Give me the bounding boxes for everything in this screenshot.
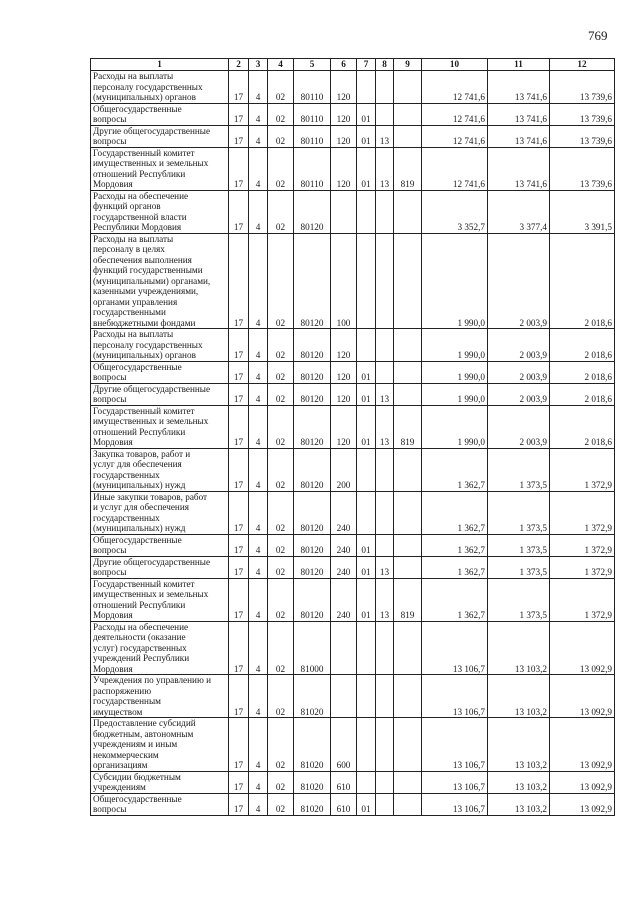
cell-c3: 4 bbox=[249, 771, 268, 793]
cell-c6: 120 bbox=[331, 103, 357, 125]
cell-c3: 4 bbox=[249, 233, 268, 329]
table-row bbox=[91, 383, 615, 405]
cell-c5: 80110 bbox=[294, 147, 331, 190]
cell-c3: 4 bbox=[249, 793, 268, 815]
row-name-cell: Расходы на обеспечение деятельности (оказание услуг) государственных учреждений Республики Мордовия bbox=[91, 621, 229, 675]
cell-c11: 13 741,6 bbox=[488, 71, 550, 104]
cell-c9 bbox=[394, 383, 422, 405]
cell-c5: 80120 bbox=[294, 448, 331, 491]
cell-c4: 02 bbox=[268, 71, 294, 104]
cell-c9: 819 bbox=[394, 578, 422, 621]
cell-c11: 13 741,6 bbox=[488, 147, 550, 190]
cell-c6: 610 bbox=[331, 771, 357, 793]
cell-c11: 13 741,6 bbox=[488, 125, 550, 147]
cell-c2: 17 bbox=[229, 361, 249, 383]
table-row bbox=[91, 448, 615, 491]
row-name-cell: Другие общегосударственные вопросы bbox=[91, 556, 229, 578]
table-row bbox=[91, 190, 615, 233]
table-row bbox=[91, 491, 615, 534]
row-name-cell: Государственный комитет имущественных и земельных отношений Республики Мордовия bbox=[91, 405, 229, 448]
cell-c6: 100 bbox=[331, 233, 357, 329]
cell-c10: 12 741,6 bbox=[422, 125, 488, 147]
cell-c3: 4 bbox=[249, 621, 268, 675]
cell-c3: 4 bbox=[249, 125, 268, 147]
cell-c7 bbox=[357, 329, 376, 362]
cell-c11: 2 003,9 bbox=[488, 383, 550, 405]
cell-c9: 819 bbox=[394, 405, 422, 448]
row-name-cell: Другие общегосударственные вопросы bbox=[91, 383, 229, 405]
cell-c8: 13 bbox=[376, 556, 394, 578]
cell-c12: 13 092,9 bbox=[550, 718, 615, 772]
cell-c11: 13 103,2 bbox=[488, 718, 550, 772]
cell-c4: 02 bbox=[268, 534, 294, 556]
cell-c11: 13 103,2 bbox=[488, 771, 550, 793]
cell-c4: 02 bbox=[268, 771, 294, 793]
cell-c4: 02 bbox=[268, 103, 294, 125]
cell-c12: 1 372,9 bbox=[550, 556, 615, 578]
cell-c7 bbox=[357, 71, 376, 104]
cell-c12: 1 372,9 bbox=[550, 491, 615, 534]
cell-c3: 4 bbox=[249, 190, 268, 233]
cell-c5: 81020 bbox=[294, 675, 331, 718]
cell-c4: 02 bbox=[268, 718, 294, 772]
cell-c8 bbox=[376, 329, 394, 362]
cell-c11: 3 377,4 bbox=[488, 190, 550, 233]
table-header-row bbox=[91, 59, 615, 71]
cell-c5: 81020 bbox=[294, 793, 331, 815]
cell-c4: 02 bbox=[268, 147, 294, 190]
cell-c4: 02 bbox=[268, 361, 294, 383]
cell-c2: 17 bbox=[229, 534, 249, 556]
column-header-12: 12 bbox=[550, 59, 615, 71]
cell-c11: 2 003,9 bbox=[488, 361, 550, 383]
cell-c10: 1 362,7 bbox=[422, 556, 488, 578]
cell-c7: 01 bbox=[357, 556, 376, 578]
cell-c8 bbox=[376, 491, 394, 534]
cell-c9 bbox=[394, 71, 422, 104]
cell-c11: 13 741,6 bbox=[488, 103, 550, 125]
row-name-cell: Расходы на выплаты персоналу государственных (муниципальных) органов bbox=[91, 329, 229, 362]
cell-c7 bbox=[357, 675, 376, 718]
cell-c3: 4 bbox=[249, 103, 268, 125]
cell-c4: 02 bbox=[268, 405, 294, 448]
cell-c5: 80110 bbox=[294, 125, 331, 147]
cell-c2: 17 bbox=[229, 448, 249, 491]
cell-c12: 1 372,9 bbox=[550, 534, 615, 556]
cell-c8 bbox=[376, 233, 394, 329]
cell-c9 bbox=[394, 793, 422, 815]
cell-c4: 02 bbox=[268, 125, 294, 147]
cell-c11: 2 003,9 bbox=[488, 233, 550, 329]
cell-c9 bbox=[394, 491, 422, 534]
cell-c8 bbox=[376, 793, 394, 815]
cell-c10: 1 362,7 bbox=[422, 491, 488, 534]
cell-c11: 1 373,5 bbox=[488, 534, 550, 556]
cell-c7 bbox=[357, 190, 376, 233]
row-name-cell: Общегосударственные вопросы bbox=[91, 361, 229, 383]
cell-c5: 80110 bbox=[294, 103, 331, 125]
cell-c12: 13 092,9 bbox=[550, 675, 615, 718]
cell-c9 bbox=[394, 771, 422, 793]
cell-c7 bbox=[357, 771, 376, 793]
table-row bbox=[91, 147, 615, 190]
cell-c4: 02 bbox=[268, 491, 294, 534]
cell-c12: 13 739,6 bbox=[550, 103, 615, 125]
cell-c4: 02 bbox=[268, 329, 294, 362]
cell-c10: 1 362,7 bbox=[422, 578, 488, 621]
cell-c2: 17 bbox=[229, 556, 249, 578]
table-row bbox=[91, 556, 615, 578]
cell-c2: 17 bbox=[229, 103, 249, 125]
cell-c6: 600 bbox=[331, 718, 357, 772]
column-header-7: 7 bbox=[357, 59, 376, 71]
cell-c8 bbox=[376, 448, 394, 491]
cell-c5: 81020 bbox=[294, 771, 331, 793]
table-row bbox=[91, 125, 615, 147]
table-row bbox=[91, 578, 615, 621]
cell-c3: 4 bbox=[249, 329, 268, 362]
cell-c2: 17 bbox=[229, 491, 249, 534]
cell-c2: 17 bbox=[229, 771, 249, 793]
cell-c12: 13 092,9 bbox=[550, 621, 615, 675]
cell-c9 bbox=[394, 190, 422, 233]
cell-c10: 1 990,0 bbox=[422, 329, 488, 362]
cell-c12: 1 372,9 bbox=[550, 578, 615, 621]
cell-c10: 13 106,7 bbox=[422, 718, 488, 772]
cell-c12: 2 018,6 bbox=[550, 233, 615, 329]
cell-c5: 80120 bbox=[294, 556, 331, 578]
cell-c9 bbox=[394, 103, 422, 125]
cell-c10: 13 106,7 bbox=[422, 675, 488, 718]
column-header-9: 9 bbox=[394, 59, 422, 71]
cell-c10: 12 741,6 bbox=[422, 103, 488, 125]
row-name-cell: Общегосударственные вопросы bbox=[91, 103, 229, 125]
cell-c8: 13 bbox=[376, 125, 394, 147]
cell-c9 bbox=[394, 233, 422, 329]
cell-c3: 4 bbox=[249, 718, 268, 772]
cell-c2: 17 bbox=[229, 718, 249, 772]
cell-c8 bbox=[376, 103, 394, 125]
cell-c2: 17 bbox=[229, 793, 249, 815]
cell-c9 bbox=[394, 125, 422, 147]
row-name-cell: Общегосударственные вопросы bbox=[91, 534, 229, 556]
row-name-cell: Расходы на выплаты персоналу в целях обеспечения выполнения функций государственными (муниципальными) органами, казенными учреждениями, органами управления государственными внебюджетными фондами bbox=[91, 233, 229, 329]
cell-c3: 4 bbox=[249, 71, 268, 104]
cell-c6: 120 bbox=[331, 147, 357, 190]
cell-c12: 2 018,6 bbox=[550, 361, 615, 383]
cell-c7 bbox=[357, 491, 376, 534]
cell-c2: 17 bbox=[229, 125, 249, 147]
cell-c5: 80120 bbox=[294, 361, 331, 383]
cell-c7 bbox=[357, 233, 376, 329]
cell-c11: 13 103,2 bbox=[488, 675, 550, 718]
cell-c11: 1 373,5 bbox=[488, 491, 550, 534]
cell-c8 bbox=[376, 675, 394, 718]
cell-c9 bbox=[394, 448, 422, 491]
column-header-1: 1 bbox=[91, 59, 229, 71]
cell-c8 bbox=[376, 71, 394, 104]
cell-c5: 81000 bbox=[294, 621, 331, 675]
cell-c3: 4 bbox=[249, 556, 268, 578]
cell-c6: 120 bbox=[331, 405, 357, 448]
cell-c6: 240 bbox=[331, 534, 357, 556]
cell-c7 bbox=[357, 718, 376, 772]
column-header-11: 11 bbox=[488, 59, 550, 71]
cell-c4: 02 bbox=[268, 793, 294, 815]
cell-c9 bbox=[394, 329, 422, 362]
cell-c6 bbox=[331, 675, 357, 718]
row-name-cell: Государственный комитет имущественных и земельных отношений Республики Мордовия bbox=[91, 147, 229, 190]
cell-c10: 1 990,0 bbox=[422, 233, 488, 329]
cell-c2: 17 bbox=[229, 405, 249, 448]
cell-c12: 13 739,6 bbox=[550, 71, 615, 104]
cell-c10: 12 741,6 bbox=[422, 147, 488, 190]
cell-c11: 2 003,9 bbox=[488, 405, 550, 448]
cell-c3: 4 bbox=[249, 361, 268, 383]
table-row bbox=[91, 534, 615, 556]
cell-c10: 1 990,0 bbox=[422, 383, 488, 405]
table-row bbox=[91, 675, 615, 718]
cell-c4: 02 bbox=[268, 675, 294, 718]
cell-c5: 80110 bbox=[294, 71, 331, 104]
cell-c9 bbox=[394, 534, 422, 556]
table-row bbox=[91, 793, 615, 815]
row-name-cell: Расходы на обеспечение функций органов государственной власти Республики Мордовия bbox=[91, 190, 229, 233]
cell-c3: 4 bbox=[249, 405, 268, 448]
cell-c6 bbox=[331, 190, 357, 233]
cell-c10: 1 362,7 bbox=[422, 448, 488, 491]
cell-c5: 80120 bbox=[294, 329, 331, 362]
column-header-8: 8 bbox=[376, 59, 394, 71]
cell-c4: 02 bbox=[268, 190, 294, 233]
row-name-cell: Другие общегосударственные вопросы bbox=[91, 125, 229, 147]
cell-c8 bbox=[376, 361, 394, 383]
cell-c3: 4 bbox=[249, 147, 268, 190]
cell-c5: 80120 bbox=[294, 233, 331, 329]
cell-c5: 80120 bbox=[294, 383, 331, 405]
row-name-cell: Общегосударственные вопросы bbox=[91, 793, 229, 815]
cell-c9 bbox=[394, 621, 422, 675]
cell-c4: 02 bbox=[268, 578, 294, 621]
cell-c10: 1 990,0 bbox=[422, 405, 488, 448]
column-header-4: 4 bbox=[268, 59, 294, 71]
cell-c3: 4 bbox=[249, 383, 268, 405]
cell-c6: 120 bbox=[331, 71, 357, 104]
row-name-cell: Закупка товаров, работ и услуг для обеспечения государственных (муниципальных) нужд bbox=[91, 448, 229, 491]
row-name-cell: Государственный комитет имущественных и земельных отношений Республики Мордовия bbox=[91, 578, 229, 621]
cell-c7: 01 bbox=[357, 383, 376, 405]
cell-c7: 01 bbox=[357, 534, 376, 556]
cell-c9: 819 bbox=[394, 147, 422, 190]
cell-c5: 81020 bbox=[294, 718, 331, 772]
table-row bbox=[91, 621, 615, 675]
cell-c9 bbox=[394, 361, 422, 383]
cell-c10: 12 741,6 bbox=[422, 71, 488, 104]
row-name-cell: Субсидии бюджетным учреждениям bbox=[91, 771, 229, 793]
cell-c12: 13 739,6 bbox=[550, 147, 615, 190]
cell-c3: 4 bbox=[249, 491, 268, 534]
column-header-5: 5 bbox=[294, 59, 331, 71]
cell-c10: 13 106,7 bbox=[422, 771, 488, 793]
cell-c3: 4 bbox=[249, 675, 268, 718]
column-header-2: 2 bbox=[229, 59, 249, 71]
cell-c4: 02 bbox=[268, 621, 294, 675]
cell-c11: 2 003,9 bbox=[488, 329, 550, 362]
table-row bbox=[91, 329, 615, 362]
cell-c12: 13 092,9 bbox=[550, 793, 615, 815]
cell-c8: 13 bbox=[376, 383, 394, 405]
cell-c11: 13 103,2 bbox=[488, 793, 550, 815]
cell-c2: 17 bbox=[229, 578, 249, 621]
cell-c12: 13 092,9 bbox=[550, 771, 615, 793]
cell-c2: 17 bbox=[229, 147, 249, 190]
cell-c8: 13 bbox=[376, 578, 394, 621]
cell-c7: 01 bbox=[357, 147, 376, 190]
cell-c5: 80120 bbox=[294, 578, 331, 621]
cell-c9 bbox=[394, 675, 422, 718]
cell-c6: 610 bbox=[331, 793, 357, 815]
cell-c8 bbox=[376, 771, 394, 793]
cell-c2: 17 bbox=[229, 383, 249, 405]
cell-c8 bbox=[376, 621, 394, 675]
cell-c6: 240 bbox=[331, 491, 357, 534]
column-header-3: 3 bbox=[249, 59, 268, 71]
table-row bbox=[91, 361, 615, 383]
row-name-cell: Учреждения по управлению и распоряжению государственным имуществом bbox=[91, 675, 229, 718]
cell-c2: 17 bbox=[229, 233, 249, 329]
cell-c9 bbox=[394, 556, 422, 578]
cell-c4: 02 bbox=[268, 448, 294, 491]
cell-c3: 4 bbox=[249, 534, 268, 556]
cell-c6: 240 bbox=[331, 578, 357, 621]
cell-c2: 17 bbox=[229, 71, 249, 104]
cell-c6: 120 bbox=[331, 383, 357, 405]
cell-c5: 80120 bbox=[294, 491, 331, 534]
cell-c5: 80120 bbox=[294, 405, 331, 448]
cell-c10: 1 990,0 bbox=[422, 361, 488, 383]
cell-c10: 3 352,7 bbox=[422, 190, 488, 233]
cell-c11: 1 373,5 bbox=[488, 448, 550, 491]
cell-c12: 3 391,5 bbox=[550, 190, 615, 233]
cell-c8 bbox=[376, 718, 394, 772]
cell-c12: 2 018,6 bbox=[550, 329, 615, 362]
cell-c6: 200 bbox=[331, 448, 357, 491]
cell-c10: 1 362,7 bbox=[422, 534, 488, 556]
cell-c8: 13 bbox=[376, 147, 394, 190]
table-row bbox=[91, 103, 615, 125]
cell-c4: 02 bbox=[268, 233, 294, 329]
cell-c12: 13 739,6 bbox=[550, 125, 615, 147]
cell-c2: 17 bbox=[229, 190, 249, 233]
cell-c5: 80120 bbox=[294, 534, 331, 556]
cell-c3: 4 bbox=[249, 578, 268, 621]
cell-c6: 120 bbox=[331, 125, 357, 147]
budget-table bbox=[90, 58, 615, 816]
table-row bbox=[91, 771, 615, 793]
cell-c5: 80120 bbox=[294, 190, 331, 233]
cell-c6: 240 bbox=[331, 556, 357, 578]
cell-c12: 2 018,6 bbox=[550, 383, 615, 405]
cell-c7 bbox=[357, 448, 376, 491]
cell-c4: 02 bbox=[268, 383, 294, 405]
cell-c2: 17 bbox=[229, 621, 249, 675]
cell-c6: 120 bbox=[331, 329, 357, 362]
row-name-cell: Иные закупки товаров, работ и услуг для обеспечения государственных (муниципальных) нужд bbox=[91, 491, 229, 534]
cell-c11: 1 373,5 bbox=[488, 578, 550, 621]
cell-c12: 2 018,6 bbox=[550, 405, 615, 448]
cell-c8 bbox=[376, 534, 394, 556]
cell-c2: 17 bbox=[229, 675, 249, 718]
table-row bbox=[91, 233, 615, 329]
cell-c4: 02 bbox=[268, 556, 294, 578]
cell-c6: 120 bbox=[331, 361, 357, 383]
cell-c6 bbox=[331, 621, 357, 675]
column-header-6: 6 bbox=[331, 59, 357, 71]
cell-c7: 01 bbox=[357, 125, 376, 147]
cell-c7: 01 bbox=[357, 793, 376, 815]
cell-c7: 01 bbox=[357, 405, 376, 448]
cell-c7: 01 bbox=[357, 578, 376, 621]
page-number: 769 bbox=[588, 28, 608, 43]
cell-c2: 17 bbox=[229, 329, 249, 362]
cell-c7: 01 bbox=[357, 103, 376, 125]
table-row bbox=[91, 718, 615, 772]
cell-c7: 01 bbox=[357, 361, 376, 383]
cell-c11: 13 103,2 bbox=[488, 621, 550, 675]
row-name-cell: Предоставление субсидий бюджетным, автономным учреждениям и иным некоммерческим организациям bbox=[91, 718, 229, 772]
column-header-10: 10 bbox=[422, 59, 488, 71]
cell-c8: 13 bbox=[376, 405, 394, 448]
cell-c12: 1 372,9 bbox=[550, 448, 615, 491]
cell-c10: 13 106,7 bbox=[422, 621, 488, 675]
cell-c8 bbox=[376, 190, 394, 233]
cell-c3: 4 bbox=[249, 448, 268, 491]
cell-c10: 13 106,7 bbox=[422, 793, 488, 815]
table-row bbox=[91, 405, 615, 448]
row-name-cell: Расходы на выплаты персоналу государственных (муниципальных) органов bbox=[91, 71, 229, 104]
cell-c7 bbox=[357, 621, 376, 675]
cell-c11: 1 373,5 bbox=[488, 556, 550, 578]
cell-c9 bbox=[394, 718, 422, 772]
table-row bbox=[91, 71, 615, 104]
